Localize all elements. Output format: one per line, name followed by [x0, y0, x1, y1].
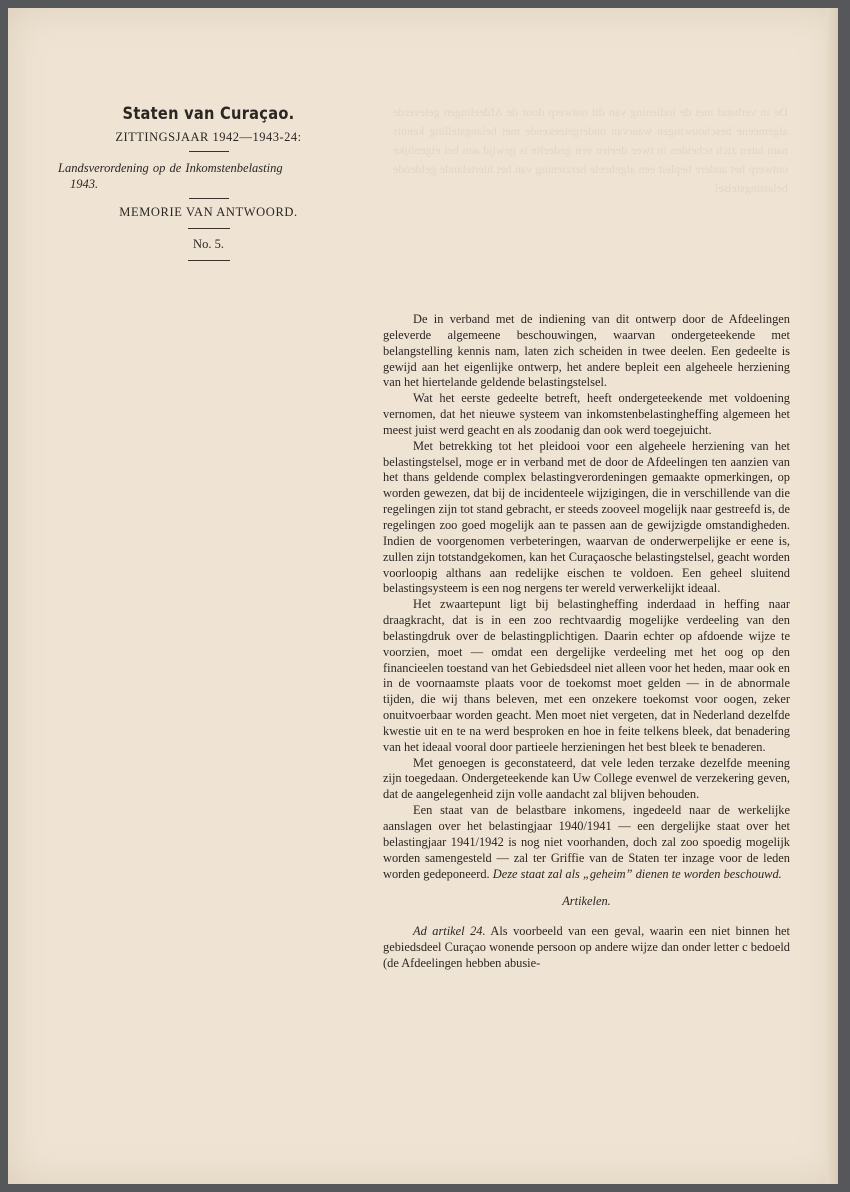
ordinance-title: [56, 160, 361, 192]
paragraph: Het zwaartepunt ligt bij belastingheffing inderdaad in heffing naar draagkracht, dat is in een zoo rechtvaardig mogelijke verdeeling van den belastingdruk over de belastingplichtigen. Daarin echter op afdoende wijze te voorzien, moet — omdat een dergelijke verdeeling met het oog op den financieelen toestand van het Gebiedsdeel niet alleen voor het heden, maar ook en in de voornaamste plaats voor de toekomst moet gelden — in de abnormale tijden, die wij thans beleven, met een onzekere toekomst voor oogen, zeker onuitvoerbaar worden geacht. Men moet niet vergeten, dat in Nederland dezelfde kwestie uit en te na werd besproken en hoe in feite telkens bleek, dat benadering van het ideaal vooral door partieele herzieningen het best bleek te benaderen.: [383, 597, 791, 754]
document-number: No. 5.: [193, 237, 224, 251]
page-edge: [826, 8, 838, 1184]
body-text: [383, 312, 790, 972]
session-year: ZITTINGSJAAR 1942—1943-24:: [115, 130, 302, 144]
divider: [188, 228, 230, 229]
ordinance-line-2: 1943.: [70, 177, 99, 191]
paragraph: De in verband met de indiening van dit ontwerp door de Afdeelingen geleverde algemeene beschouwingen, waarvan ondergeteekende met belangstelling kennis nam, laten zich scheiden in twee deelen. Een gedeelte is gewijd aan het eigenlijke ontwerp, het andere bepleit een algeheele herziening van het hiertelande geldende belastingstelsel.: [383, 312, 790, 390]
confidential-note: Deze staat zal als „geheim” dienen te worden beschouwd.: [492, 866, 782, 881]
paragraph: [383, 803, 790, 882]
ordinance-line-1: Landsverordening op de Inkomstenbelasting: [58, 161, 283, 175]
paragraph: Met genoegen is geconstateerd, dat vele leden terzake dezelfde meening zijn toegedaan. Ondergeteekende kan Uw College evenwel de verzekering geven, dat de aangelegenheid zijn volle aandacht zal blijven behouden.: [383, 755, 790, 802]
section-heading-artikelen: Artikelen.: [562, 894, 611, 909]
article-lead: Ad artikel 24.: [413, 924, 486, 939]
bleed-through-text: De in verband met de indiening van dit ontwerp door de Afdeelingen geleverde algemeene beschouwingen waarvan ondergeteekende met belangstelling kennis nam laten zich scheiden in twee deelen een gedeelte is gewijd aan het eigenlijke ontwerp het andere bepleit een algeheele herziening van het hiertelande geldende belastingstelsel: [393, 105, 788, 195]
paragraph: Wat het eerste gedeelte betreft, heeft ondergeteekende met voldoening vernomen, dat het nieuwe systeem van inkomstenbelastingheffing algemeen het meest juist werd geacht en als zoodanig dan ook werd toegejuicht.: [383, 391, 790, 437]
document-page: [8, 8, 838, 1184]
paragraph-text: Een staat van de belastbare inkomens, ingedeeld naar de werkelijke aanslagen over het belastingjaar 1940/1941 — een dergelijke staat over het belastingjaar 1941/1942 is nog niet voorhanden, doch zal zoo spoedig mogelijk worden samengesteld — zal ter Griffie van de Staten ter inzage voor de leden worden gedeponeerd.: [383, 803, 790, 881]
paragraph: Met betrekking tot het pleidooi voor een algeheele herziening van het belastingstelsel, moge er in verband met de door de Afdeelingen ten aanzien van het thans geldende complex belastingverordeningen gemaakte opmerkingen, op worden gewezen, dat bij de incidenteele wijzigingen, die in verschillende van die regelingen zijn tot stand gebracht, er steeds zooveel mogelijk naar gestreefd is, de regelingen zoo goed mogelijk aan te passen aan de gewijzigde omstandigheden. Indien de voorgenomen verbeteringen, waarvan de onderwerpelijke er eene is, zullen zijn totstandgekomen, kan het Curaçaosche belastingstelsel, geacht worden voorloopig althans aan redelijke eischen te voldoen. Een geheel sluitend belastingsysteem is een nog nergens ter wereld verwerkelijkt ideaal.: [383, 438, 790, 596]
divider: [189, 198, 229, 199]
paragraph: [383, 924, 790, 972]
divider: [188, 260, 230, 261]
divider: [189, 151, 229, 152]
document-title: Staten van Curaçao.: [122, 104, 295, 124]
memorie-heading: MEMORIE VAN ANTWOORD.: [119, 205, 298, 219]
article-text: Als voorbeeld van een geval, waarin een niet binnen het gebiedsdeel Curaçao wonende persoon op andere wijze dan onder letter c bedoeld (de Afdeelingen hebben abusie-: [383, 924, 790, 970]
document-header: [56, 104, 361, 269]
